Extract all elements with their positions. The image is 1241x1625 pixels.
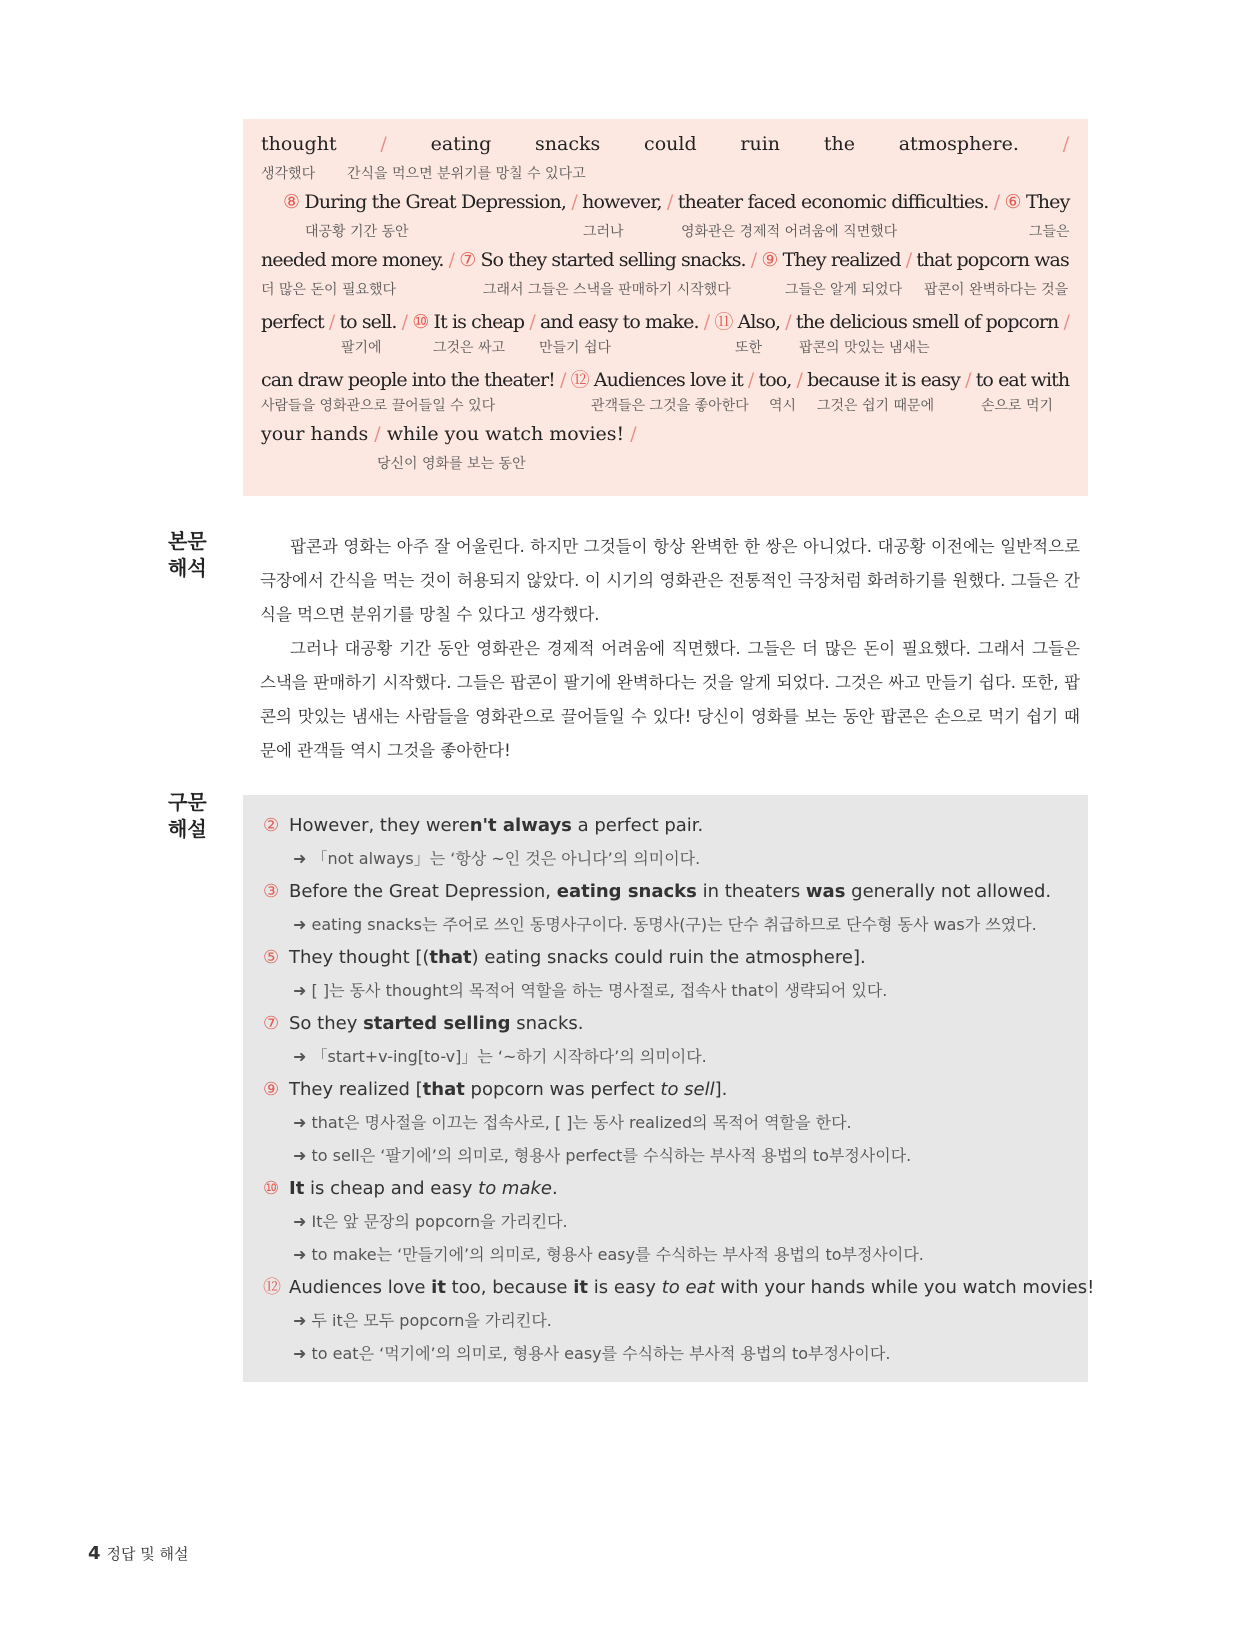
korean-gloss: 간식을 먹으면 분위기를 망칠 수 있다고	[347, 166, 586, 182]
slash-divider: /	[1018, 133, 1070, 155]
slash-divider: /	[624, 423, 637, 445]
english-chunk: too,	[758, 369, 792, 391]
slash-divider: /	[988, 191, 1005, 213]
italic-text: to sell	[660, 1079, 715, 1100]
slash-divider: /	[742, 369, 759, 391]
grammar-note	[263, 842, 1088, 875]
sentence-number: ⑪	[714, 311, 738, 333]
reading-box	[243, 119, 1088, 496]
footer-section: 정답 및 해설	[106, 1545, 189, 1563]
korean-gloss: 생각했다	[261, 166, 316, 182]
text-run: with your hands while you watch movies!	[714, 1277, 1095, 1298]
bold-text: that	[429, 947, 472, 968]
korean-gloss: 만들기 쉽다	[539, 340, 612, 356]
grammar-note	[263, 1304, 1088, 1337]
korean-gloss: 팝콘이 완벽하다는 것을	[924, 282, 1069, 298]
text-run: ➜ to make는 ‘만들기에’의 의미로, 형용사 easy를 수식하는 부사적 용법의 to부정사이다.	[293, 1245, 924, 1264]
sentence-number: ⑩	[263, 1178, 280, 1199]
korean-gloss: 사람들을 영화관으로 끌어들일 수 있다	[261, 398, 496, 414]
grammar-sentence	[263, 809, 1088, 842]
sentence-number: ⑩	[412, 311, 434, 333]
english-chunk: They realized	[782, 249, 901, 271]
text-run: snacks.	[510, 1013, 584, 1034]
text-run: They realized [	[289, 1079, 423, 1100]
english-text	[261, 307, 1069, 334]
english-chunk: because it is easy	[807, 369, 960, 391]
text-run: ➜ 「not always」는 ‘항상 ~인 것은 아니다’의 의미이다.	[293, 849, 701, 868]
grammar-sentence	[263, 875, 1088, 908]
english-chunk: eating snacks could ruin the atmosphere.	[430, 133, 1019, 155]
english-chunk: the delicious smell of popcorn	[795, 311, 1059, 333]
sentence-number: ⑤	[263, 947, 280, 968]
sentence-number: ⑨	[263, 1079, 280, 1100]
text-run: ➜ that은 명사절을 이끄는 접속사로, [ ]는 동사 realized의 목적어 역할을 한다.	[293, 1113, 852, 1132]
english-chunk: perfect	[261, 311, 324, 333]
text-run: too, because	[445, 1277, 574, 1298]
slash-divider: /	[396, 311, 413, 333]
reading-line	[261, 423, 1070, 481]
translation-text	[260, 530, 1080, 768]
korean-gloss: 그것은 싸고	[433, 340, 506, 356]
korean-gloss: 그들은	[1029, 224, 1070, 240]
bold-text: eating snacks	[556, 881, 697, 902]
korean-gloss: 손으로 먹기	[981, 398, 1054, 414]
reading-line	[261, 133, 1070, 191]
grammar-sentence	[263, 1073, 1088, 1106]
translation-label: 본문 해석	[168, 529, 207, 580]
korean-gloss: 관객들은 그것을 좋아한다	[591, 398, 749, 414]
korean-gloss: 그래서 그들은 스낵을 판매하기 시작했다	[483, 282, 731, 298]
english-text	[261, 249, 1069, 271]
english-chunk: your hands	[261, 423, 369, 445]
grammar-note	[263, 974, 1088, 1007]
reading-line	[261, 365, 1070, 423]
english-chunk: can draw people into the theater!	[261, 369, 555, 391]
page-number: 4	[88, 1543, 101, 1564]
sentence-number: ⑨	[761, 249, 783, 271]
english-chunk: and easy to make.	[539, 311, 699, 333]
text-run: is easy	[588, 1277, 662, 1298]
sentence-number: ⑧	[283, 191, 305, 213]
slash-divider: /	[566, 191, 583, 213]
english-chunk: however,	[582, 191, 662, 213]
text-run: ].	[714, 1079, 728, 1100]
italic-text: to make	[478, 1178, 552, 1199]
korean-gloss: 영화관은 경제적 어려움에 직면했다	[681, 224, 898, 240]
reading-line	[261, 191, 1070, 249]
text-run: ➜ 「start+v-ing[to-v]」는 ‘~하기 시작하다’의 의미이다.	[293, 1047, 707, 1066]
english-chunk: Also,	[737, 311, 781, 333]
korean-gloss: 그러나	[583, 224, 624, 240]
text-run: ➜ [ ]는 동사 thought의 목적어 역할을 하는 명사절로, 접속사 that이 생략되어 있다.	[293, 981, 888, 1000]
english-chunk: to eat with	[975, 369, 1070, 391]
reading-line	[261, 307, 1070, 365]
slash-divider: /	[336, 133, 431, 155]
english-chunk: They	[1025, 191, 1070, 213]
english-chunk: Audiences love it	[593, 369, 743, 391]
english-chunk: During the Great Depression,	[304, 191, 567, 213]
text-run: So they	[289, 1013, 364, 1034]
translation-paragraph: 팝콘과 영화는 아주 잘 어울린다. 하지만 그것들이 항상 완벽한 한 쌍은 아니었다. 대공황 이전에는 일반적으로 극장에서 간식을 먹는 것이 허용되지 않았다. 이 시기의 영화관은 전통적인 극장처럼 화려하기를 원했다. 그들은 간식을 먹으면 분위기를 망칠 수 있다고 생각했다.	[260, 537, 1080, 624]
text-run: a perfect pair.	[571, 815, 704, 836]
grammar-sentence	[263, 1007, 1088, 1040]
slash-divider: /	[368, 423, 387, 445]
slash-divider: /	[1058, 311, 1070, 333]
grammar-note	[263, 908, 1088, 941]
grammar-note	[263, 1106, 1088, 1139]
bold-text: started selling	[363, 1013, 511, 1034]
bold-text: It	[289, 1178, 305, 1199]
slash-divider: /	[745, 249, 762, 271]
sentence-number: ⑦	[263, 1013, 280, 1034]
slash-divider: /	[791, 369, 808, 391]
english-chunk: while you watch movies!	[386, 423, 625, 445]
grammar-note	[263, 1205, 1088, 1238]
text-run: ) eating snacks could ruin the atmosphere].	[471, 947, 866, 968]
text-run: in theaters	[696, 881, 806, 902]
slash-divider: /	[554, 369, 571, 391]
text-run: popcorn was perfect	[464, 1079, 661, 1100]
text-run: generally not allowed.	[845, 881, 1052, 902]
text-run: ➜ eating snacks는 주어로 쓰인 동명사구이다. 동명사(구)는 단수 취급하므로 단수형 동사 was가 쓰였다.	[293, 915, 1037, 934]
korean-gloss: 역시	[769, 398, 797, 414]
sentence-number: ③	[263, 881, 280, 902]
sentence-number: ②	[263, 815, 280, 836]
reading-line	[261, 249, 1070, 307]
grammar-box	[243, 795, 1095, 1382]
sentence-number: ⑫	[263, 1277, 281, 1298]
english-text	[261, 133, 1069, 155]
grammar-note	[263, 1040, 1088, 1073]
english-text	[261, 423, 637, 445]
grammar-note	[263, 1337, 1088, 1370]
text-run: Audiences love	[289, 1277, 432, 1298]
slash-divider: /	[900, 249, 917, 271]
korean-gloss: 그것은 쉽기 때문에	[817, 398, 935, 414]
bold-text: that	[422, 1079, 465, 1100]
text-run: ➜ to eat은 ‘먹기에’의 의미로, 형용사 easy를 수식하는 부사적 용법의 to부정사이다.	[293, 1344, 891, 1363]
english-chunk: It is cheap	[433, 311, 525, 333]
bold-text: was	[805, 881, 846, 902]
text-run: However, they were	[289, 815, 470, 836]
korean-gloss: 팔기에	[341, 340, 382, 356]
bold-text: it	[573, 1277, 588, 1298]
italic-text: to eat	[661, 1277, 715, 1298]
bold-text: it	[431, 1277, 446, 1298]
text-run: They thought [(	[289, 947, 430, 968]
korean-gloss: 팝콘의 맛있는 냄새는	[799, 340, 930, 356]
grammar-sentence	[263, 1172, 1088, 1205]
english-chunk: theater faced economic difficulties.	[677, 191, 989, 213]
grammar-note	[263, 1139, 1088, 1172]
text-run: ➜ 두 it은 모두 popcorn을 가리킨다.	[293, 1311, 552, 1330]
slash-divider: /	[661, 191, 678, 213]
slash-divider: /	[443, 249, 460, 271]
text-run: .	[552, 1178, 558, 1199]
grammar-sentence	[263, 941, 1088, 974]
sentence-number: ⑦	[459, 249, 481, 271]
sentence-number: ⑥	[1004, 191, 1026, 213]
korean-gloss: 더 많은 돈이 필요했다	[261, 282, 397, 298]
sentence-number: ⑫	[570, 369, 594, 391]
text-run: ➜ It은 앞 문장의 popcorn을 가리킨다.	[293, 1212, 568, 1231]
page-footer	[88, 1543, 189, 1564]
korean-gloss: 그들은 알게 되었다	[785, 282, 903, 298]
english-chunk: to sell.	[339, 311, 397, 333]
english-chunk: So they started selling snacks.	[480, 249, 746, 271]
text-run: is cheap and easy	[304, 1178, 479, 1199]
grammar-sentence	[263, 1271, 1095, 1304]
bold-text: n't always	[469, 815, 572, 836]
korean-gloss: 또한	[735, 340, 763, 356]
grammar-label: 구문 해설	[168, 790, 207, 841]
english-text	[283, 191, 1070, 213]
slash-divider: /	[323, 311, 340, 333]
korean-gloss: 대공황 기간 동안	[305, 224, 409, 240]
slash-divider: /	[780, 311, 796, 333]
text-run: ➜ to sell은 ‘팔기에’의 의미로, 형용사 perfect를 수식하는 부사적 용법의 to부정사이다.	[293, 1146, 912, 1165]
slash-divider: /	[959, 369, 976, 391]
translation-paragraph: 그러나 대공황 기간 동안 영화관은 경제적 어려움에 직면했다. 그들은 더 많은 돈이 필요했다. 그래서 그들은 스낵을 판매하기 시작했다. 그들은 팝콘이 팔기에 완벽하다는 것을 알게 되었다. 그것은 싸고 만들기 쉽다. 또한, 팝콘의 맛있는 냄새는 사람들을 영화관으로 끌어들일 수 있다! 당신이 영화를 보는 동안 팝콘은 손으로 먹기 쉽기 때문에 관객들 역시 그것을 좋아한다!	[260, 639, 1080, 760]
grammar-note	[263, 1238, 1088, 1271]
slash-divider: /	[524, 311, 540, 333]
korean-gloss: 당신이 영화를 보는 동안	[377, 456, 526, 472]
english-chunk: thought	[261, 133, 337, 155]
english-chunk: needed more money.	[261, 249, 444, 271]
slash-divider: /	[698, 311, 715, 333]
english-chunk: that popcorn was	[916, 249, 1069, 271]
english-text	[261, 365, 1069, 392]
text-run: Before the Great Depression,	[289, 881, 557, 902]
